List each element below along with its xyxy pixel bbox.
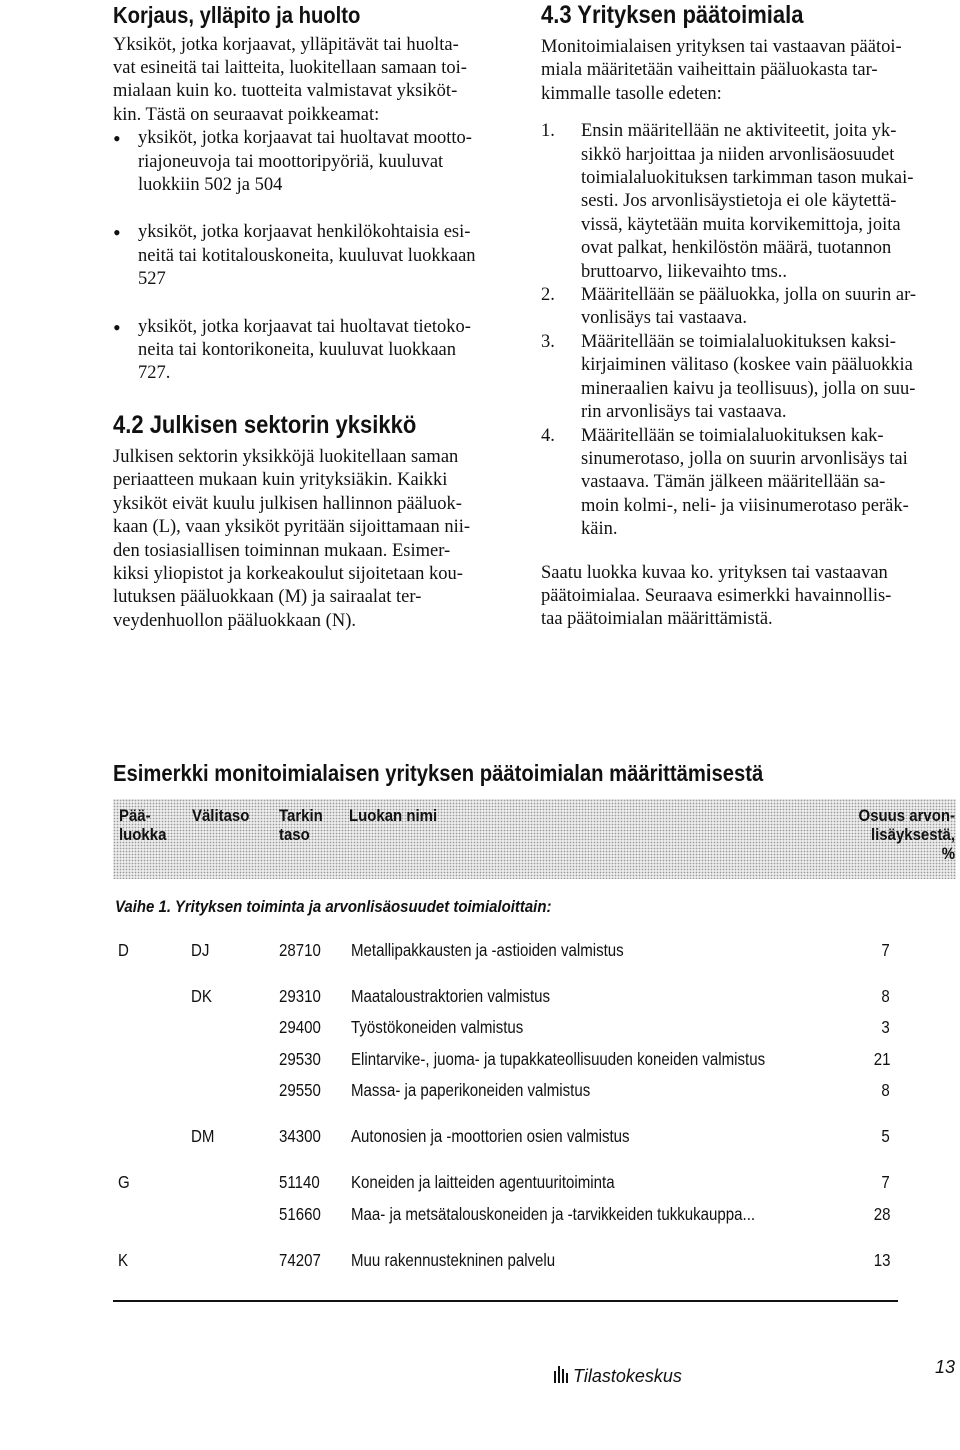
text-line: päätoimialaa. Seuraava esimerkki havainnollis- <box>541 585 892 606</box>
text-line: miala määritetään vaiheittain pääluokasta tar- <box>541 60 878 81</box>
text-line: yksiköt eivät kuulu julkisen hallinnon pääluok- <box>113 493 462 514</box>
cell-osuus: 7 <box>881 1172 890 1192</box>
text-line: • yksiköt, jotka korjaavat henkilökohtaisia esi- <box>138 222 471 243</box>
para-julkinen-sektori <box>113 446 505 633</box>
cell-osuus: 8 <box>881 986 890 1006</box>
cell-code: 51140 <box>279 1172 320 1192</box>
text-line: • yksiköt, jotka korjaavat tai huoltavat tietoko- <box>138 316 471 337</box>
outro-paatoimiala <box>541 562 955 632</box>
text-line: taa päätoimialan määrittämistä. <box>541 609 773 630</box>
table-title <box>113 760 953 788</box>
numbered-item <box>541 120 955 284</box>
header-luokan-nimi <box>349 806 437 825</box>
heading-korjaus: Korjaus, ylläpito ja huolto <box>113 2 361 28</box>
header-osuus <box>855 806 955 863</box>
text-line: mialaan kuin ko. tuotteita valmistavat yksiköt- <box>113 81 458 102</box>
text-line: kimmalle tasolle edeten: <box>541 83 722 104</box>
text-line: Saatu luokka kuvaa ko. yrityksen tai vastaavan <box>541 562 888 583</box>
text-line: Yksiköt, jotka korjaavat, ylläpitävät tai huolta- <box>113 34 459 55</box>
cell-valitaso: DM <box>191 1126 215 1146</box>
text-line: Määritellään se toimialaluokituksen kaksi- <box>581 331 896 352</box>
item-number: 4. <box>541 425 555 446</box>
cell-name: Koneiden ja laitteiden agentuuritoiminta <box>351 1172 615 1192</box>
text-line: sesti. Jos arvonlisäystietoja ei ole käytettä- <box>581 191 897 212</box>
numbered-item <box>541 331 955 425</box>
cell-code: 29310 <box>279 986 321 1006</box>
text-line: vonlisäys tai vastaava. <box>581 308 747 329</box>
header-line: % <box>941 844 955 863</box>
text-line: vissä, käytetään muita korvikemittoja, joita <box>581 214 901 235</box>
table-title-text: Esimerkki monitoimialaisen yrityksen päätoimialan määrittämisestä <box>113 760 764 786</box>
cell-code: 74207 <box>279 1250 321 1270</box>
text-line: neita tai kontorikoneita, kuuluvat luokkaan <box>138 340 457 361</box>
table-row <box>0 1126 960 1148</box>
cell-code: 28710 <box>279 940 321 960</box>
numbered-item <box>541 284 955 331</box>
footer-logo <box>553 1363 682 1390</box>
header-paaluokka <box>119 806 166 844</box>
header-valitaso <box>192 806 249 825</box>
text-line: • yksiköt, jotka korjaavat tai huoltavat mootto- <box>138 128 472 149</box>
heading-julkinen-sektori: 4.2 Julkisen sektorin yksikkö <box>113 410 417 439</box>
right-column <box>541 0 955 632</box>
bullet-item <box>113 127 505 197</box>
header-line: Pää- <box>119 806 151 825</box>
text-line: 727. <box>138 363 171 384</box>
text-line: kirjaiminen välitaso (koskee vain pääluokkia <box>581 355 913 376</box>
cell-paaluokka: D <box>118 940 129 960</box>
text-line: kiksi yliopistot ja korkeakoulut sijoitetaan kou- <box>113 563 463 584</box>
bullet-item <box>113 221 505 291</box>
cell-osuus: 3 <box>881 1017 890 1037</box>
cell-name: Muu rakennustekninen palvelu <box>351 1250 556 1270</box>
heading-paatoimiala: 4.3 Yrityksen päätoimiala <box>541 1 804 29</box>
text-line: Määritellään se toimialaluokituksen kak- <box>581 425 884 446</box>
header-line: luokka <box>119 825 167 844</box>
table-row <box>0 1017 960 1039</box>
table-bottom-rule <box>113 1300 898 1302</box>
numbered-item <box>541 425 955 542</box>
table-row <box>0 1172 960 1194</box>
table-row <box>0 1204 960 1226</box>
header-line: lisäyksestä, <box>870 825 955 844</box>
text-line: luokkiin 502 ja 504 <box>138 175 283 196</box>
text-line: kaan (L), vaan yksiköt pyritään sijoittamaan nii- <box>113 517 471 538</box>
cell-osuus: 5 <box>881 1126 890 1146</box>
cell-name: Elintarvike-, juoma- ja tupakkateollisuuden koneiden valmistus <box>351 1049 766 1069</box>
text-line: Määritellään se pääluokka, jolla on suurin ar- <box>581 285 917 306</box>
text-line: ovat palkat, henkilöstön määrä, tuotannon <box>581 238 892 259</box>
text-line: mineraalien kaivu ja teollisuus), jolla on suu- <box>581 378 916 399</box>
text-line: sikkö harjoittaa ja niiden arvonlisäosuudet <box>581 144 895 165</box>
text-line: vat esineitä tai laitteita, luokitellaan samaan toi- <box>113 58 467 78</box>
header-line: Välitaso <box>192 806 250 825</box>
text-line: vastaava. Tämän jälkeen määritellään sa- <box>581 472 886 493</box>
text-line: 527 <box>138 269 166 290</box>
text-line: kin. Tästä on seuraavat poikkeamat: <box>113 104 380 125</box>
tilastokeskus-bars-icon <box>553 1363 569 1390</box>
text-line: bruttoarvo, liikevaihto tms.. <box>581 261 788 282</box>
header-line: Osuus arvon- <box>858 806 955 825</box>
text-line: käin. <box>581 519 618 540</box>
text-line: riajoneuvoja tai moottoripyöriä, kuuluvat <box>138 151 444 172</box>
cell-name: Massa- ja paperikoneiden valmistus <box>351 1080 591 1100</box>
table-header <box>113 799 956 879</box>
cell-code: 34300 <box>279 1126 321 1146</box>
header-line: Luokan nimi <box>349 806 438 825</box>
cell-code: 29530 <box>279 1049 321 1069</box>
intro-paatoimiala <box>541 36 955 106</box>
cell-name: Autonosien ja -moottorien osien valmistus <box>351 1126 630 1146</box>
left-column <box>113 0 505 633</box>
cell-osuus: 8 <box>881 1080 890 1100</box>
cell-osuus: 13 <box>873 1250 890 1270</box>
item-number: 3. <box>541 331 555 352</box>
cell-paaluokka: K <box>118 1250 129 1270</box>
text-line: Julkisen sektorin yksikköjä luokitellaan saman <box>113 446 459 467</box>
cell-name: Maa- ja metsätalouskoneiden ja -tarvikkeiden tukkukauppa... <box>351 1204 756 1224</box>
text-line: Ensin määritellään ne aktiviteetit, joita yk- <box>581 121 897 142</box>
cell-code: 29400 <box>279 1017 321 1037</box>
text-line: moin kolmi-, neli- ja viisinumerotaso peräk- <box>581 495 909 516</box>
table-row <box>0 940 960 962</box>
header-line: Tarkin <box>279 806 323 825</box>
text-line: veydenhuollon pääluokkaan (N). <box>113 610 356 631</box>
table-row <box>0 1080 960 1102</box>
table-row <box>0 1250 960 1272</box>
page-number: 13 <box>935 1357 956 1377</box>
cell-name: Työstökoneiden valmistus <box>351 1017 524 1037</box>
cell-code: 29550 <box>279 1080 321 1100</box>
text-line: lutuksen pääluokkaan (M) ja sairaalat ter- <box>113 587 422 608</box>
cell-name: Maataloustraktorien valmistus <box>351 986 551 1006</box>
cell-osuus: 7 <box>881 940 890 960</box>
header-tarkin-taso <box>279 806 323 844</box>
text-line: den tosiasiallisen toiminnan mukaan. Esimer- <box>113 540 451 561</box>
footer-logo-text: Tilastokeskus <box>573 1366 682 1386</box>
text-line: sinumerotaso, jolla on suurin arvonlisäys tai <box>581 448 908 469</box>
cell-code: 51660 <box>279 1204 321 1224</box>
cell-valitaso: DK <box>191 986 212 1006</box>
table-row <box>0 1049 960 1071</box>
cell-osuus: 21 <box>873 1049 890 1069</box>
cell-valitaso: DJ <box>191 940 210 960</box>
bullet-item <box>113 316 505 386</box>
item-number: 2. <box>541 285 555 306</box>
phase-label: Vaihe 1. Yrityksen toiminta ja arvonlisäosuudet toimialoittain: <box>115 897 552 916</box>
text-line: toimialaluokituksen tarkimman tason mukai- <box>581 168 914 189</box>
item-number: 1. <box>541 121 555 142</box>
cell-paaluokka: G <box>118 1172 130 1192</box>
cell-osuus: 28 <box>873 1204 890 1224</box>
intro-korjaus <box>113 34 505 128</box>
text-line: Monitoimialaisen yrityksen tai vastaavan päätoi- <box>541 37 902 57</box>
text-line: neitä tai kotitalouskoneita, kuuluvat luokkaan <box>138 245 476 266</box>
text-line: periaatteen mukaan kuin yrityksiäkin. Kaikki <box>113 470 448 491</box>
table-row <box>0 986 960 1008</box>
header-line: taso <box>279 825 310 844</box>
text-line: rin arvonlisäys tai vastaava. <box>581 402 787 423</box>
cell-name: Metallipakkausten ja -astioiden valmistus <box>351 940 624 960</box>
